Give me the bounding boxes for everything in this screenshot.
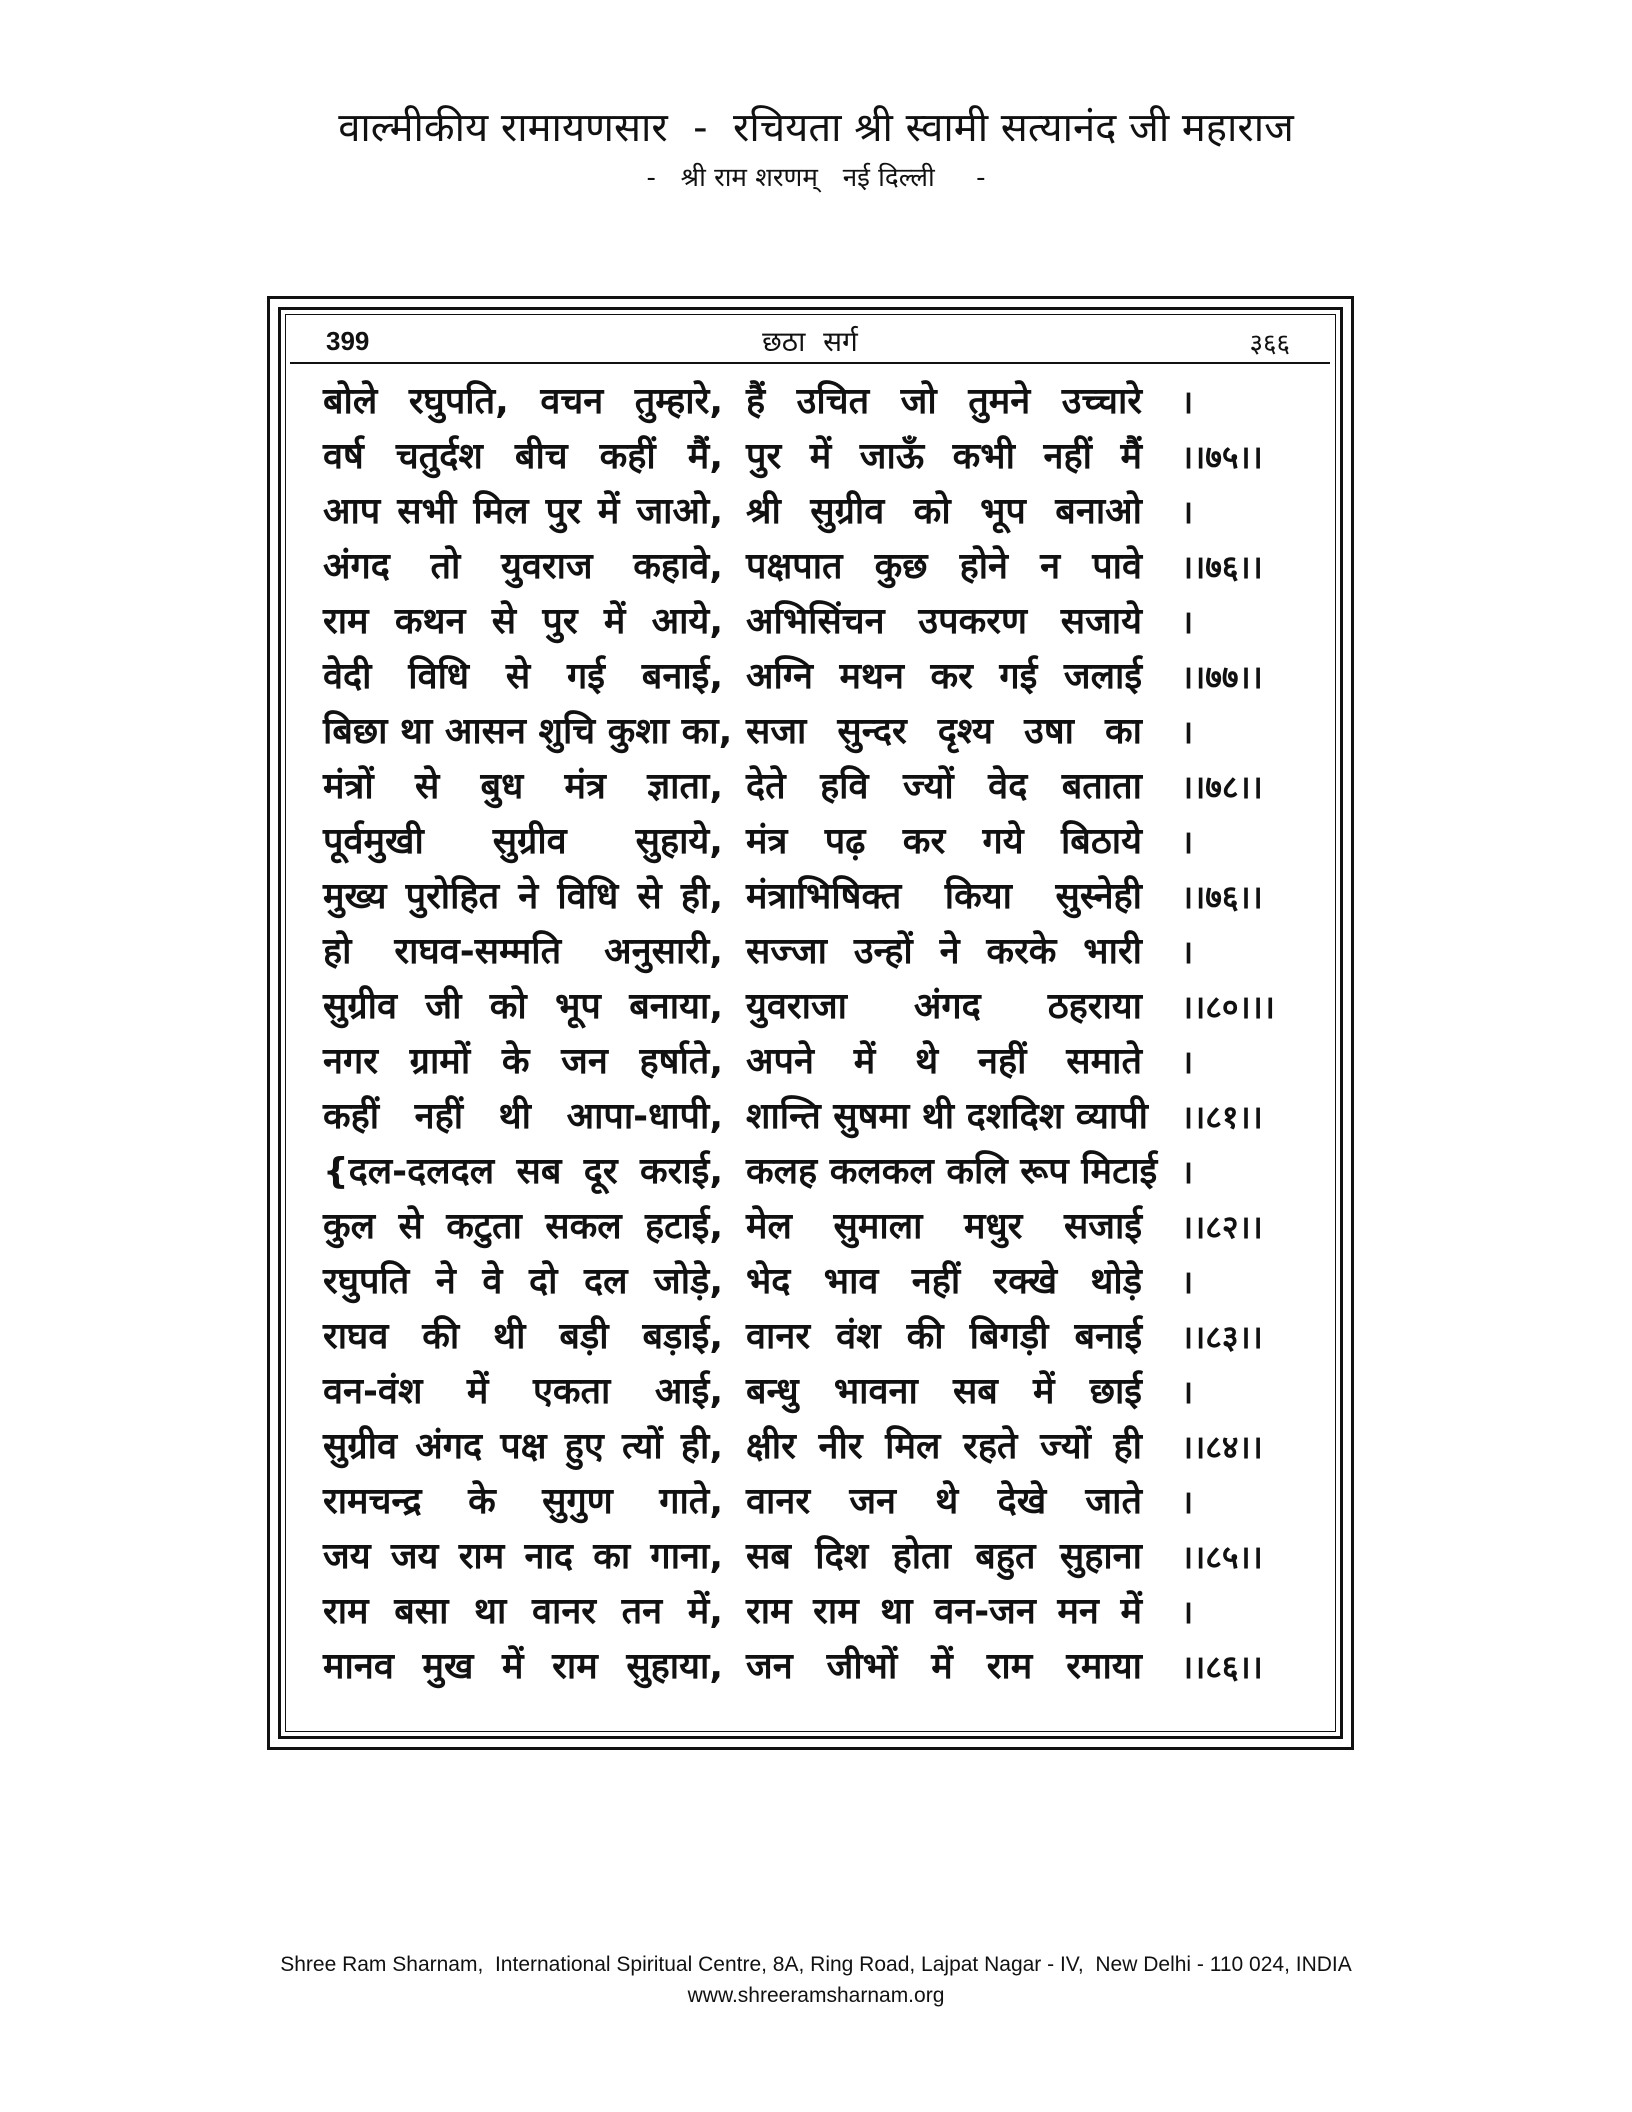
verse-number: ।।८०।।। <box>1181 988 1275 1026</box>
verse-second-half: भेद भाव नहीं रक्खे थोड़े <box>746 1261 1142 1302</box>
verse-line <box>323 1093 1323 1148</box>
verse-line <box>323 1478 1323 1533</box>
page-header <box>290 318 1330 364</box>
verse-first-half: रघुपति ने वे दो दल जोड़े, <box>323 1261 723 1302</box>
verse-second-half: अभिसिंचन उपकरण सजाये <box>746 601 1142 642</box>
verse-first-half: राघव की थी बड़ी बड़ाई, <box>323 1316 723 1357</box>
verse-number: । <box>1181 1373 1194 1411</box>
verse-line <box>323 1258 1323 1313</box>
verse-second-half: मेल सुमाला मधुर सजाई <box>746 1206 1142 1247</box>
verse-first-half: वर्ष चतुर्दश बीच कहीं मैं, <box>323 436 723 477</box>
verse-line <box>323 1203 1323 1258</box>
verse-first-half: हो राघव-सम्मति अनुसारी, <box>323 931 723 972</box>
verse-second-half: जन जीभों में राम रमाया <box>746 1646 1142 1687</box>
verse-line <box>323 1148 1323 1203</box>
verse-number: । <box>1181 1263 1194 1301</box>
verse-second-half: बन्धु भावना सब में छाई <box>746 1371 1142 1412</box>
verse-second-half: अग्नि मथन कर गई जलाई <box>746 656 1142 697</box>
verse-line <box>323 1313 1323 1368</box>
verse-number: ।।७८।। <box>1181 768 1263 806</box>
verse-second-half: सजा सुन्दर दृश्य उषा का <box>746 711 1142 752</box>
verse-number: ।।७६।। <box>1181 878 1263 916</box>
document-title: वाल्मीकीय रामायणसार - रचियता श्री स्वामी सत्यानंद जी महाराज <box>338 105 1294 151</box>
verse-number: । <box>1181 713 1194 751</box>
verse-number: । <box>1181 383 1194 421</box>
footer-address: Shree Ram Sharnam, International Spiritual Centre, 8A, Ring Road, Lajpat Nagar - IV, New Delhi - 110 024, INDIA <box>280 1953 1352 1976</box>
verse-number: ।।७६।। <box>1181 548 1263 586</box>
verse-line <box>323 818 1323 873</box>
verse-number: ।।७५।। <box>1181 438 1263 476</box>
verse-number: । <box>1181 1043 1194 1081</box>
page-number-arabic: 399 <box>326 326 370 356</box>
verse-first-half: सुग्रीव जी को भूप बनाया, <box>323 986 723 1027</box>
verse-second-half: सब दिश होता बहुत सुहाना <box>746 1536 1142 1577</box>
verse-first-half: नगर ग्रामों के जन हर्षाते, <box>323 1041 723 1082</box>
verse-first-half: {दल-दलदल सब दूर कराई, <box>323 1151 723 1192</box>
verse-line <box>323 488 1323 543</box>
verse-second-half: वानर जन थे देखे जाते <box>746 1481 1142 1522</box>
verse-first-half: बिछा था आसन शुचि कुशा का, <box>323 711 733 752</box>
verse-first-half: राम कथन से पुर में आये, <box>323 601 723 642</box>
verse-second-half: सज्जा उन्हों ने करके भारी <box>746 931 1142 972</box>
verse-line <box>323 1643 1323 1698</box>
verse-line <box>323 598 1323 653</box>
verse-first-half: मंत्रों से बुध मंत्र ज्ञाता, <box>323 766 723 807</box>
verse-line <box>323 983 1323 1038</box>
page-number-devanagari: ३६६ <box>1249 329 1290 359</box>
verse-number: । <box>1181 823 1194 861</box>
verse-number: ।।८४।। <box>1181 1428 1263 1466</box>
verse-first-half: राम बसा था वानर तन में, <box>323 1591 723 1632</box>
verse-number: । <box>1181 933 1194 971</box>
verse-second-half: राम राम था वन-जन मन में <box>746 1591 1142 1632</box>
verse-first-half: वन-वंश में एकता आई, <box>323 1371 723 1412</box>
verse-second-half: पक्षपात कुछ होने न पावे <box>746 546 1142 587</box>
verse-second-half: मंत्राभिषिक्त किया सुस्नेही <box>746 876 1142 917</box>
verse-number: ।।७७।। <box>1181 658 1263 696</box>
verse-line <box>323 873 1323 928</box>
verse-line <box>323 708 1323 763</box>
verse-first-half: अंगद तो युवराज कहावे, <box>323 546 723 587</box>
verse-line <box>323 1038 1323 1093</box>
verse-first-half: पूर्वमुखी सुग्रीव सुहाये, <box>323 821 723 862</box>
verse-second-half: पुर में जाऊँ कभी नहीं मैं <box>746 436 1142 477</box>
verse-second-half: मंत्र पढ़ कर गये बिठाये <box>746 821 1142 862</box>
verse-first-half: रामचन्द्र के सुगुण गाते, <box>323 1481 723 1522</box>
verse-second-half: शान्ति सुषमा थी दशदिश व्यापी <box>746 1096 1148 1137</box>
verse-first-half: कहीं नहीं थी आपा-धापी, <box>323 1096 723 1137</box>
verse-first-half: कुल से कटुता सकल हटाई, <box>323 1206 723 1247</box>
verse-second-half: क्षीर नीर मिल रहते ज्यों ही <box>746 1426 1142 1467</box>
verse-number: ।।८२।। <box>1181 1208 1263 1246</box>
verse-number: । <box>1181 1593 1194 1631</box>
verse-line <box>323 763 1323 818</box>
verse-first-half: आप सभी मिल पुर में जाओ, <box>323 491 723 532</box>
document-subtitle: - श्री राम शरणम् नई दिल्ली - <box>646 163 986 193</box>
verse-number: । <box>1181 603 1194 641</box>
footer-website-link[interactable]: www.shreeramsharnam.org <box>687 1984 945 2007</box>
verse-line <box>323 1368 1323 1423</box>
verse-number: । <box>1181 1483 1194 1521</box>
verse-number: ।।८५।। <box>1181 1538 1263 1576</box>
verse-number: । <box>1181 493 1194 531</box>
verse-line <box>323 378 1323 433</box>
verse-number: ।।८३।। <box>1181 1318 1263 1356</box>
verse-second-half: अपने में थे नहीं समाते <box>746 1041 1142 1082</box>
verse-second-half: युवराजा अंगद ठहराया <box>746 986 1142 1027</box>
verse-first-half: बोले रघुपति, वचन तुम्हारे, <box>323 381 723 422</box>
verse-number: । <box>1181 1153 1194 1191</box>
chapter-title: छठा सर्ग <box>762 325 858 358</box>
verse-second-half: कलह कलकल कलि रूप मिटाई <box>746 1151 1158 1192</box>
verse-first-half: वेदी विधि से गई बनाई, <box>323 656 723 697</box>
verse-number: ।।८१।। <box>1181 1098 1263 1136</box>
verse-line <box>323 1588 1323 1643</box>
verse-list <box>323 378 1323 1698</box>
verse-line <box>323 1423 1323 1478</box>
verse-first-half: सुग्रीव अंगद पक्ष हुए त्यों ही, <box>323 1426 723 1467</box>
verse-second-half: श्री सुग्रीव को भूप बनाओ <box>746 491 1142 532</box>
verse-line <box>323 1533 1323 1588</box>
verse-second-half: वानर वंश की बिगड़ी बनाई <box>746 1316 1142 1357</box>
verse-second-half: देते हवि ज्यों वेद बताता <box>746 766 1142 807</box>
verse-second-half: हैं उचित जो तुमने उच्चारे <box>746 381 1142 422</box>
verse-line <box>323 433 1323 488</box>
verse-first-half: मानव मुख में राम सुहाया, <box>323 1646 723 1687</box>
verse-first-half: जय जय राम नाद का गाना, <box>323 1536 723 1577</box>
verse-line <box>323 653 1323 708</box>
verse-line <box>323 928 1323 983</box>
verse-first-half: मुख्य पुरोहित ने विधि से ही, <box>323 876 723 917</box>
verse-number: ।।८६।। <box>1181 1648 1263 1686</box>
verse-line <box>323 543 1323 598</box>
